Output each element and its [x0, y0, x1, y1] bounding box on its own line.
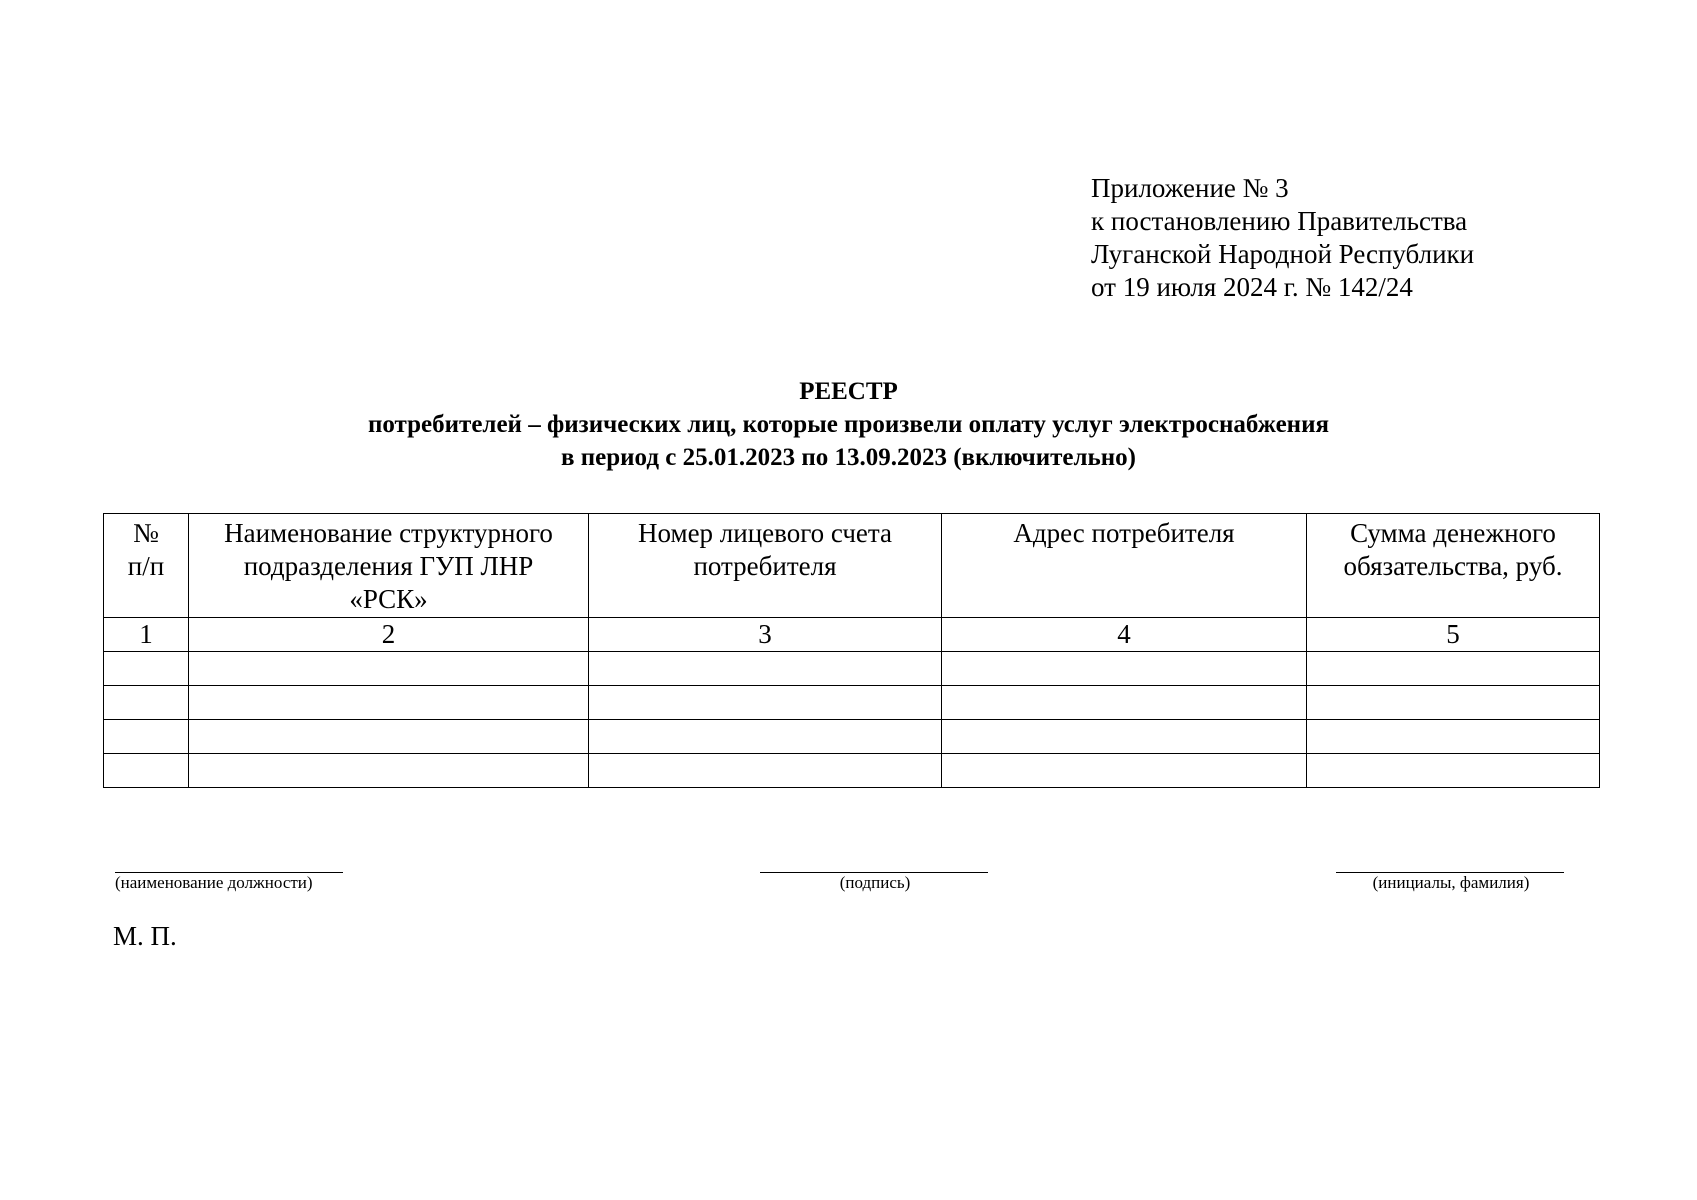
table-cell: [189, 754, 589, 788]
signature-caption: (наименование должности): [115, 873, 313, 892]
table-row: [104, 720, 1600, 754]
header-text: Сумма денежного: [1350, 518, 1556, 548]
table-cell: [189, 686, 589, 720]
table-cell: [942, 652, 1307, 686]
column-number: 2: [189, 618, 589, 652]
header-text: обязательства, руб.: [1343, 551, 1563, 581]
column-number: 4: [942, 618, 1307, 652]
table-cell: [589, 754, 942, 788]
table-cell: [1307, 652, 1600, 686]
header-account: [589, 514, 942, 618]
table-cell: [942, 720, 1307, 754]
header-text: п/п: [127, 551, 165, 581]
header-text: Адрес потребителя: [1013, 518, 1235, 548]
table-header-row: [104, 514, 1600, 618]
column-number: 3: [589, 618, 942, 652]
signature-sign: [760, 872, 990, 893]
header-subdivision: [189, 514, 589, 618]
table-cell: [104, 686, 189, 720]
header-text: подразделения ГУП ЛНР: [243, 551, 534, 581]
column-number: 1: [104, 618, 189, 652]
table-row: [104, 754, 1600, 788]
table-cell: [589, 720, 942, 754]
header-text: «РСК»: [349, 584, 428, 614]
table-cell: [942, 754, 1307, 788]
table-cell: [104, 652, 189, 686]
table-cell: [1307, 686, 1600, 720]
table-row: [104, 652, 1600, 686]
title-period: в период с 25.01.2023 по 13.09.2023 (включительно): [561, 444, 1136, 471]
header-address: [942, 514, 1307, 618]
table-cell: [589, 686, 942, 720]
column-number-row: [104, 618, 1600, 652]
table-cell: [104, 720, 189, 754]
title-heading: РЕЕСТР: [799, 378, 898, 405]
header-amount: [1307, 514, 1600, 618]
table-row: [104, 686, 1600, 720]
table-cell: [104, 754, 189, 788]
header-text: №: [133, 518, 159, 548]
table-cell: [1307, 720, 1600, 754]
header-text: Наименование структурного: [224, 518, 553, 548]
table-cell: [189, 652, 589, 686]
registry-table: [103, 513, 1600, 788]
signature-name: [1336, 872, 1566, 893]
table-cell: [589, 652, 942, 686]
title-subtitle: потребителей – физических лиц, которые произвели оплату услуг электроснабжения: [367, 411, 1330, 438]
signature-position: [115, 872, 345, 893]
signature-caption: (подпись): [839, 873, 911, 892]
annex-line: Приложение № 3: [1091, 173, 1289, 203]
header-number: [104, 514, 189, 618]
table-cell: [942, 686, 1307, 720]
annex-line: к постановлению Правительства: [1091, 206, 1468, 236]
table-cell: [189, 720, 589, 754]
annex-line: от 19 июля 2024 г. № 142/24: [1091, 272, 1413, 302]
document-title: [0, 375, 1697, 474]
header-text: Номер лицевого счета: [638, 518, 892, 548]
annex-reference: [1091, 172, 1474, 304]
signature-caption: (инициалы, фамилия): [1372, 873, 1530, 892]
table-cell: [1307, 754, 1600, 788]
stamp-place: М. П.: [113, 921, 177, 951]
annex-line: Луганской Народной Республики: [1091, 239, 1475, 269]
header-text: потребителя: [693, 551, 837, 581]
column-number: 5: [1307, 618, 1600, 652]
